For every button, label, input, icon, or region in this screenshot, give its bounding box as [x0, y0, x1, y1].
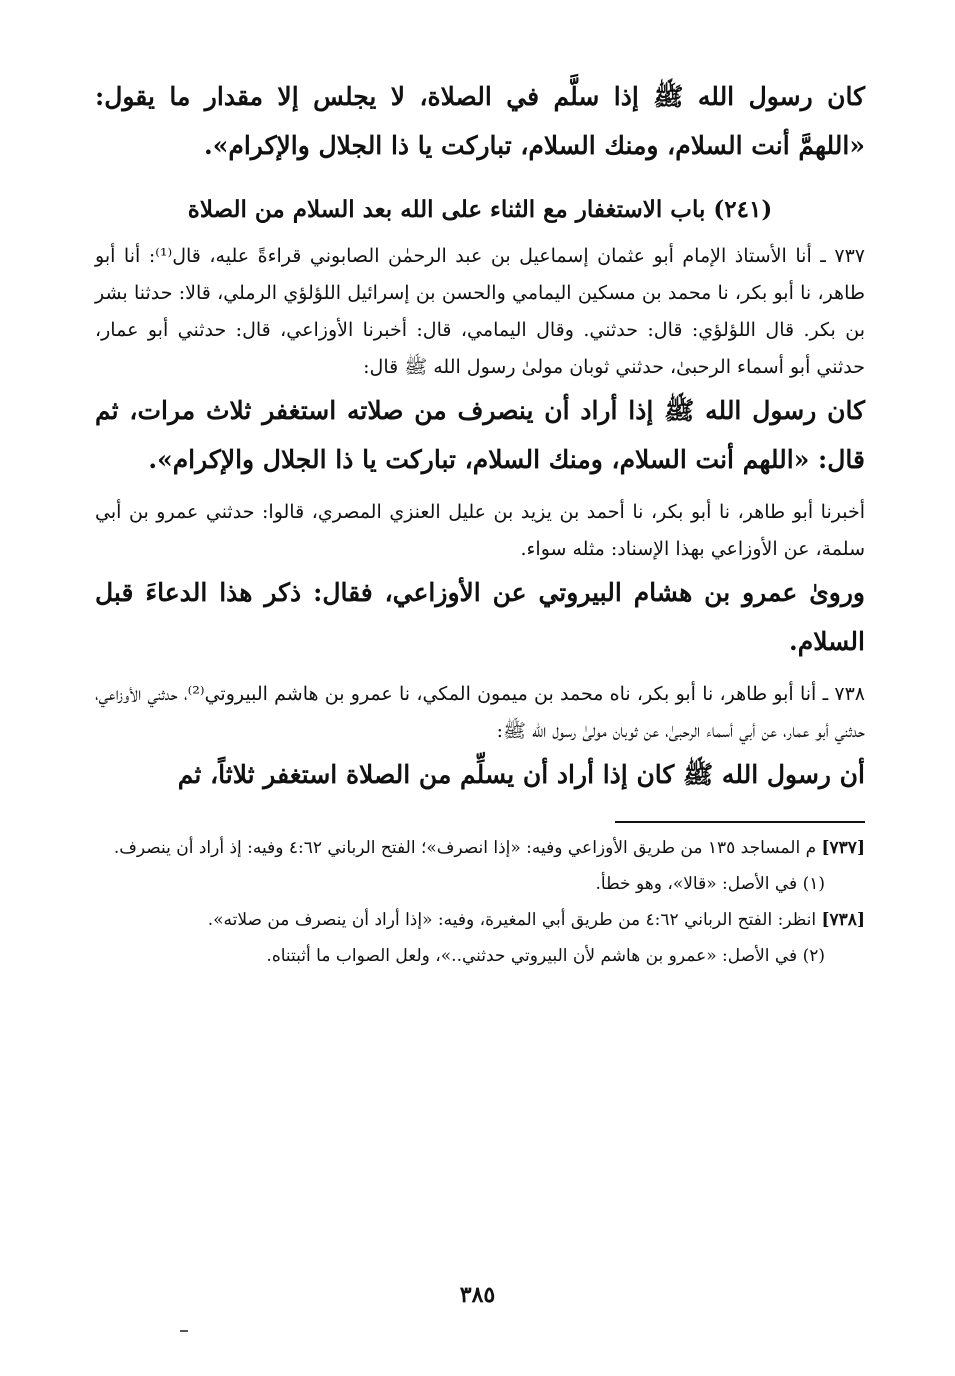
matn-737: كان رسول الله ﷺ إذا أراد أن ينصرف من صلاته استغفر ثلاث مرات، ثم قال: «اللهم أنت السلام، ومنك السلام، تباركت يا ذا الجلال والإكرام». — [95, 396, 865, 474]
matn-738: أن رسول الله ﷺ كان إذا أراد أن يسلِّم من الصلاة استغفر ثلاثاً، ثم — [177, 760, 865, 789]
spacer — [95, 484, 865, 494]
isnad-737: ٧٣٧ ـ أنا الأستاذ الإمام أبو عثمان إسماعيل بن عبد الرحمٰن الصابوني قراءةً عليه، قال⁽¹⁾: أنا أبو طاهر، نا أبو بكر، نا محمد بن مسكين اليمامي والحسن بن إسرائيل اللؤلؤي الرملي، قالا: حدثنا بشر بن بكر. قال اللؤلؤي: قال: حدثني. وقال اليمامي، قال: أخبرنا الأوزاعي، قال: حدثني أبو عمار، حدثني أبو أسماء الرحبىٰ، حدثني ثوبان مولىٰ رسول الله ﷺ قال: — [95, 245, 866, 378]
footnote-738-tag: [٧٣٨] — [821, 910, 865, 930]
hadith-text-opening: كان رسول الله ﷺ إذا سلَّم في الصلاة، لا يجلس إلا مقدار ما يقول: «اللهمَّ أنت السلام، ومنك السلام، تباركت يا ذا الجلال والإكرام». — [95, 82, 865, 160]
footnote-737 — [95, 833, 865, 863]
footnote-738-text: انظر: الفتح الرباني ٤:٦٢ من طريق أبي المغيرة، وفيه: «إذا أراد أن ينصرف من صلاته». — [207, 910, 817, 930]
scan-speck — [180, 1330, 188, 1332]
spacer — [95, 666, 865, 676]
page-body — [95, 72, 865, 977]
footnote-738 — [95, 905, 865, 935]
isnad-738: ٧٣٨ ـ أنا أبو طاهر، نا أبو بكر، ناه محمد بن ميمون المكي، نا عمرو بن هاشم البيروتي⁽²⁾، حدثني الأوزاعي، حدثني أبو عمار، عن أبي أسماء الرحبىٰ، عن ثوبان مولىٰ رسول الله ﷺ: — [95, 683, 866, 742]
riwaya-text: وروىٰ عمرو بن هشام البيروتي عن الأوزاعي، فقال: ذكر هذا الدعاءَ قبل السلام. — [95, 578, 865, 656]
chapter-heading: (٢٤١) باب الاستغفار مع الثناء على الله بعد السلام من الصلاة — [187, 196, 773, 223]
footnote-1: (١) في الأصل: «قالا»، وهو خطأ. — [595, 874, 825, 894]
footnote-2: (٢) في الأصل: «عمرو بن هاشم لأن البيروتي حدثني..»، ولعل الصواب ما أثبتناه. — [266, 946, 825, 966]
footnote-737-text: م المساجد ١٣٥ من طريق الأوزاعي وفيه: «إذا انصرف»؛ الفتح الرباني ٤:٦٢ وفيه: إذ أراد أن ينصرف. — [113, 838, 817, 858]
footnote-737-tag: [٧٣٧] — [821, 838, 865, 858]
footnote-divider — [615, 821, 865, 823]
page-number: ٣٨٥ — [459, 1282, 496, 1308]
isnad-737-second: أخبرنا أبو طاهر، نا أبو بكر، نا أحمد بن يزيد بن عليل العنزي المصري، قالوا: حدثني عمرو بن أبي سلمة، عن الأوزاعي بهذا الإسناد: مثله سواء. — [95, 501, 865, 560]
